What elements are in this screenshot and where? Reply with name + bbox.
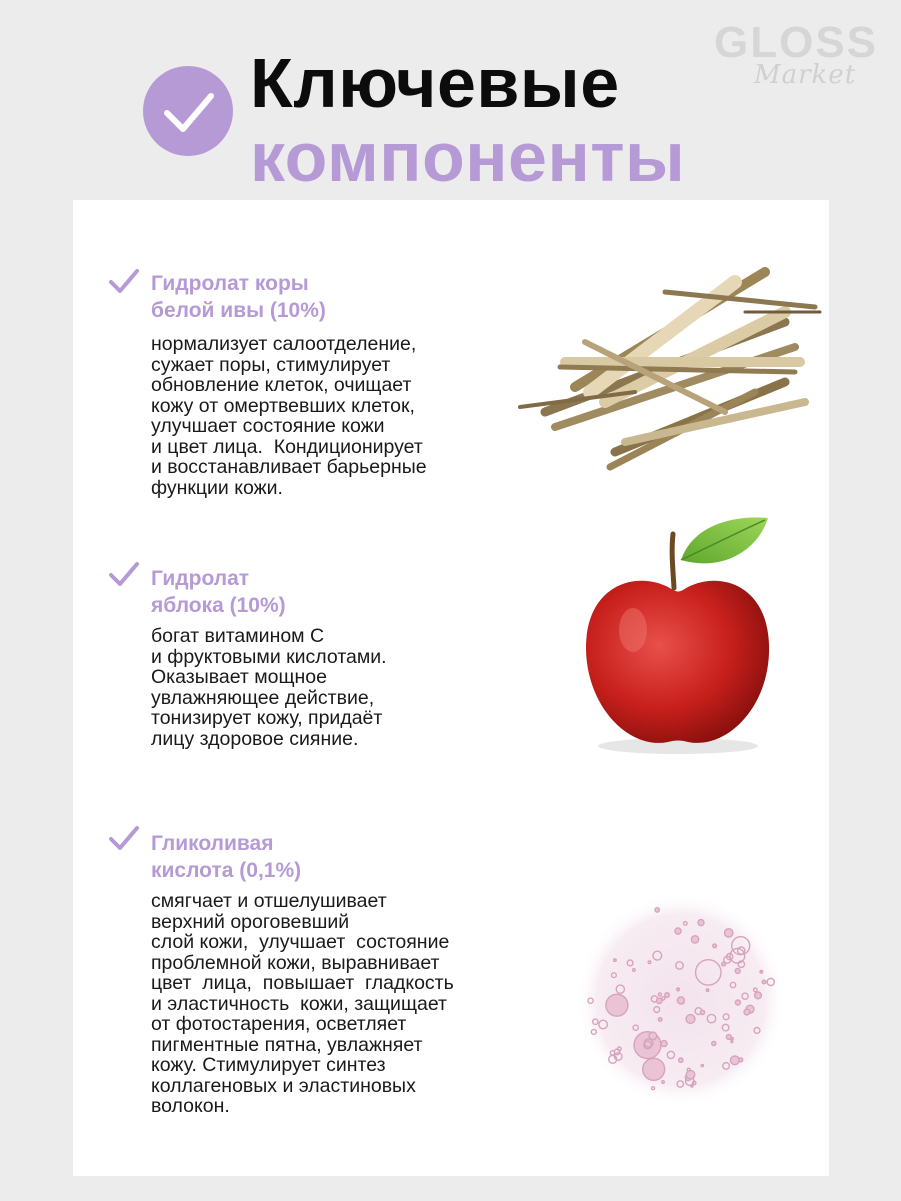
- bubble: [655, 908, 659, 912]
- desc-line: нормализует салоотделение,: [151, 333, 417, 355]
- bubble: [614, 959, 617, 962]
- ingredient-title-line: Гидролат коры: [151, 272, 309, 295]
- bubble: [606, 994, 628, 1016]
- ingredient-description: [151, 626, 387, 749]
- desc-line: цвет лица, повышает гладкость: [151, 972, 454, 994]
- bubble: [762, 980, 766, 984]
- bubble: [665, 993, 670, 998]
- desc-line: лицу здоровое сияние.: [151, 727, 359, 750]
- bubble: [755, 992, 762, 999]
- desc-line: тонизирует кожу, придаёт: [151, 707, 383, 729]
- desc-line: волокон.: [151, 1095, 230, 1117]
- bubble: [658, 1018, 662, 1022]
- bubble: [691, 936, 698, 943]
- desc-line: коллагеновых и эластиновых: [151, 1074, 416, 1097]
- desc-line: Оказывает мощное: [151, 666, 327, 688]
- logo-sub-text: Market: [754, 60, 857, 90]
- desc-line: богат витамином С: [151, 625, 325, 647]
- ingredient-title-line: Гидролат: [151, 567, 250, 590]
- desc-line: кожу от омертвевших клеток,: [151, 394, 415, 417]
- ingredient-title-line: кислота (0,1%): [151, 859, 302, 882]
- serum-bubbles-image: [576, 893, 786, 1108]
- check-icon: [108, 825, 140, 853]
- bubble: [735, 968, 740, 973]
- desc-line: от фотостарения, осветляет: [151, 1013, 407, 1035]
- desc-line: функции кожи.: [151, 476, 283, 499]
- desc-line: обновление клеток, очищает: [151, 374, 412, 396]
- ingredient-title-line: Гликоливая: [151, 832, 274, 855]
- ingredient-title: [151, 565, 286, 619]
- bubble: [686, 1015, 695, 1024]
- desc-line: слой кожи, улучшает состояние: [151, 931, 450, 953]
- bubble: [725, 929, 733, 937]
- ingredient-description: [151, 891, 454, 1117]
- ingredient-title-line: яблока (10%): [151, 594, 286, 617]
- page-title-line2: компоненты: [250, 118, 686, 196]
- bubble: [675, 928, 681, 934]
- desc-line: улучшает состояние кожи: [151, 415, 385, 437]
- checkmark-circle-icon: [143, 66, 233, 156]
- desc-line: кожу. Стимулирует синтез: [151, 1054, 386, 1076]
- bubble: [731, 1037, 733, 1039]
- bubble: [677, 997, 684, 1004]
- desc-line: и эластичность кожи, защищает: [151, 992, 447, 1015]
- bubble: [643, 1058, 665, 1080]
- desc-line: пигментные пятна, увлажняет: [151, 1033, 423, 1056]
- check-icon: [108, 561, 140, 589]
- ingredient-title-line: белой ивы (10%): [151, 299, 326, 322]
- bubble: [735, 1000, 740, 1005]
- logo-brand-text: GLOSS: [714, 18, 879, 67]
- bubble: [679, 1058, 683, 1062]
- bubble: [686, 1070, 695, 1079]
- bubble: [713, 944, 717, 948]
- bubble: [698, 920, 704, 926]
- desc-line: проблемной кожи, выравнивает: [151, 951, 440, 974]
- bubble: [730, 1056, 739, 1065]
- ingredient-description: [151, 334, 427, 498]
- desc-line: верхний ороговевший: [151, 910, 350, 933]
- desc-line: сужает поры, стимулирует: [151, 353, 391, 376]
- bubble: [677, 988, 680, 991]
- page-title-line1: Ключевые: [250, 44, 620, 122]
- bubble: [760, 970, 763, 973]
- desc-line: смягчает и отшелушивает: [151, 890, 387, 912]
- ingredient-title: [151, 830, 301, 884]
- bubble: [722, 962, 726, 966]
- desc-line: и цвет лица. Кондиционирует: [151, 435, 423, 458]
- bubble: [712, 1041, 716, 1045]
- ingredients-card: [73, 200, 829, 1176]
- check-icon: [108, 268, 140, 296]
- brand-logo: [700, 18, 890, 98]
- desc-line: увлажняющее действие,: [151, 686, 375, 709]
- ingredient-title: [151, 270, 326, 324]
- bubble: [700, 1010, 704, 1014]
- bubble: [744, 1009, 750, 1015]
- apple-image: [573, 510, 783, 760]
- bubble: [706, 989, 709, 992]
- willow-bark-image: [515, 252, 825, 482]
- bubble: [661, 1041, 667, 1047]
- desc-line: и восстанавливает барьерные: [151, 456, 427, 478]
- desc-line: и фруктовыми кислотами.: [151, 645, 387, 668]
